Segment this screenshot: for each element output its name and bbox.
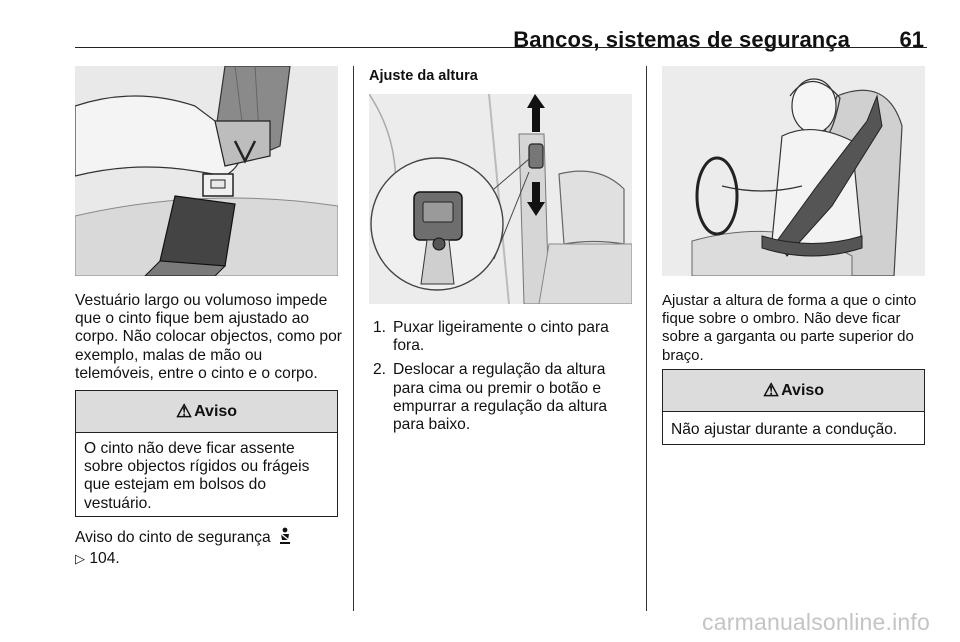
reference-text: Aviso do cinto de segurança — [75, 529, 271, 546]
section-heading: Ajuste da altura — [369, 68, 478, 84]
col3-paragraph: Ajustar a altura de forma a que o cinto fique sobre o ombro. Não deve ficar sobre a garganta ou parte superior do braço. — [662, 292, 917, 364]
seated-driver-illustration — [662, 66, 925, 276]
list-item — [369, 319, 634, 355]
header-rule — [75, 47, 927, 48]
warning-label-2: Aviso — [781, 381, 825, 399]
warning-box-1 — [75, 390, 338, 517]
warning-text-1: O cinto não deve ficar assente sobre objectos rígidos ou frágeis que estejam em bolsos do vestuário. — [84, 440, 310, 512]
step-text: Puxar ligeiramente o cinto para fora. — [393, 319, 609, 355]
warning-triangle-icon: ⚠ — [762, 380, 780, 400]
reference-page[interactable]: 104. — [89, 550, 120, 568]
column-divider-2 — [646, 66, 647, 611]
warning-header-2 — [663, 370, 924, 412]
col1-paragraph: Vestuário largo ou volumoso impede que o cinto fique bem ajustado ao corpo. Não colocar objectos, como por exemplo, malas de mão ou telemóveis, entre o cinto e o corpo. — [75, 292, 342, 382]
seatbelt-buckle-illustration — [75, 66, 338, 276]
column-divider-1 — [353, 66, 354, 611]
page-number: 61 — [899, 27, 924, 52]
warning-header-1 — [76, 391, 337, 433]
seatbelt-reminder-icon — [278, 527, 292, 550]
warning-triangle-icon: ⚠ — [175, 401, 193, 421]
warning-box-2 — [662, 369, 925, 445]
warning-text-2: Não ajustar durante a condução. — [671, 421, 898, 438]
list-item — [369, 361, 634, 434]
seatbelt-reminder-reference — [75, 527, 345, 568]
page-reference-arrow-icon: ▷ — [75, 551, 85, 567]
watermark: carmanualsonline.info — [702, 609, 930, 635]
step-number: 2. — [373, 361, 387, 379]
steps-list — [369, 319, 634, 440]
warning-label-1: Aviso — [194, 402, 238, 420]
height-adjuster-illustration — [369, 94, 632, 304]
step-text: Deslocar a regulação da altura para cima ou premir o botão e empurrar a regulação da altura para baixo. — [393, 361, 608, 434]
page-title: Bancos, sistemas de segurança — [513, 27, 850, 52]
step-number: 1. — [373, 319, 387, 336]
